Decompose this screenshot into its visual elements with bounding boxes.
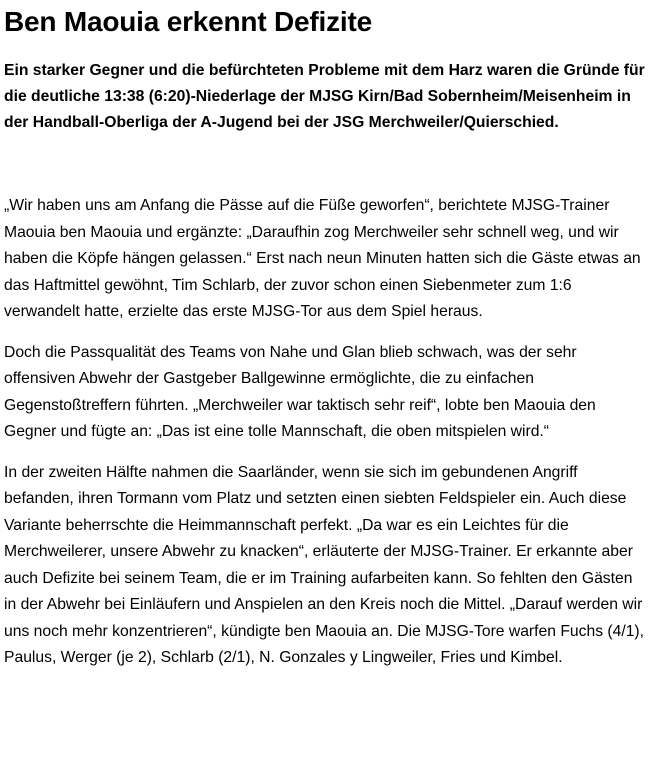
article-paragraph: Doch die Passqualität des Teams von Nahe und Glan blieb schwach, was der sehr offensiven Abwehr der Gastgeber Ballgewinne ermöglichte, die zu einfachen Gegenstoßtreffern führten. „Merchweiler war taktisch sehr reif“, lobte ben Maouia den Gegner und fügte an: „Das ist eine tolle Mannschaft, die oben mitspielen wird.“ [4,343,596,440]
article-lead: Ein starker Gegner und die befürchteten Probleme mit dem Harz waren die Gründe für die deutliche 13:38 (6:20)-Niederlage der MJSG Kirn/Bad Sobernheim/Meisenheim in der Handball-Oberliga der A-Jugend bei der JSG Merchweiler/Quierschied. [4,62,645,131]
article-headline: Ben Maouia erkennt Defizite [4,6,373,37]
article-paragraph: In der zweiten Hälfte nahmen die Saarländer, wenn sie sich im gebundenen Angriff befanden, ihren Tormann vom Platz und setzten einen siebten Feldspieler ein. Auch diese Variante beherrschte die Heimmannschaft perfekt. „Da war es ein Leichtes für die Merchweilerer, unsere Abwehr zu knacken“, erläuterte der MJSG-Trainer. Er erkannte aber auch Defizite bei seinem Team, die er im Training aufarbeiten kann. So fehlten den Gästen in der Abwehr bei Einläufern und Anspielen an den Kreis noch die Mittel. „Darauf werden wir uns noch mehr konzentrieren“, kündigte ben Maouia an. Die MJSG-Tore warfen Fuchs (4/1), Paulus, Werger (je 2), Schlarb (2/1), N. Gonzales y Lingweiler, Fries und Kimbel. [4,463,645,666]
article-paragraph: „Wir haben uns am Anfang die Pässe auf die Füße geworfen“, berichtete MJSG-Trainer Maouia ben Maouia und ergänzte: „Daraufhin zog Merchweiler sehr schnell weg, und wir haben die Köpfe hängen gelassen.“ Erst nach neun Minuten hatten sich die Gäste etwas an das Haftmittel gewöhnt, Tim Schlarb, der zuvor schon einen Siebenmeter zum 1:6 verwandelt hatte, erzielte das erste MJSG-Tor aus dem Spiel heraus. [4,197,641,320]
article-body [4,193,648,672]
